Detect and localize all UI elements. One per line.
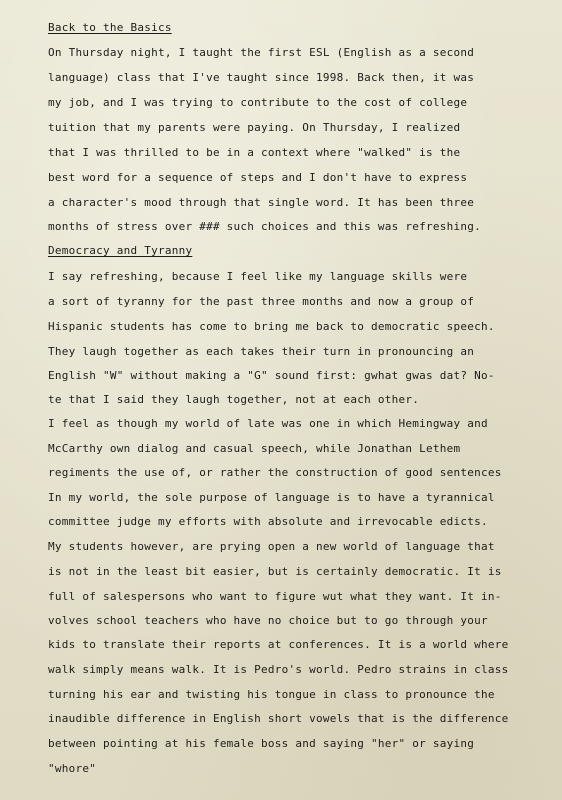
text-line: full of salespersons who want to figure wut what they want. It in-: [48, 590, 502, 603]
text-line: best word for a sequence of steps and I don't have to express: [48, 171, 468, 184]
text-line: te that I said they laugh together, not at each other.: [48, 393, 420, 406]
text-line: I feel as though my world of late was one in which Hemingway and: [48, 417, 488, 430]
text-line: regiments the use of, or rather the construction of good sentences: [48, 466, 502, 479]
text-line: McCarthy own dialog and casual speech, while Jonathan Lethem: [48, 442, 461, 455]
text-line: that I was thrilled to be in a context where "walked" is the: [48, 146, 461, 159]
text-line: my job, and I was trying to contribute to the cost of college: [48, 96, 468, 109]
text-line: "whore": [48, 762, 97, 775]
text-line: My students however, are prying open a new world of language that: [48, 540, 495, 553]
text-line: months of stress over ### such choices and this was refreshing.: [48, 220, 481, 233]
text-line: tuition that my parents were paying. On Thursday, I realized: [48, 121, 461, 134]
text-line: They laugh together as each takes their turn in pronouncing an: [48, 345, 475, 358]
text-line: language) class that I've taught since 1998. Back then, it was: [48, 71, 475, 84]
text-line: a sort of tyranny for the past three months and now a group of: [48, 295, 475, 308]
text-line: walk simply means walk. It is Pedro's world. Pedro strains in class: [48, 663, 509, 676]
text-line: committee judge my efforts with absolute and irrevocable edicts.: [48, 515, 488, 528]
heading-back-to-the-basics: Back to the Basics: [48, 21, 172, 34]
heading-democracy-and-tyranny: Democracy and Tyranny: [48, 244, 193, 257]
text-line: kids to translate their reports at conferences. It is a world where: [48, 638, 509, 651]
text-line: volves school teachers who have no choice but to go through your: [48, 614, 488, 627]
text-line: inaudible difference in English short vowels that is the difference: [48, 712, 509, 725]
text-line: On Thursday night, I taught the first ESL (English as a second: [48, 46, 475, 59]
text-line: Hispanic students has come to bring me back to democratic speech.: [48, 320, 495, 333]
text-line: is not in the least bit easier, but is certainly democratic. It is: [48, 565, 502, 578]
text-line: turning his ear and twisting his tongue in class to pronounce the: [48, 688, 495, 701]
text-line: English "W" without making a "G" sound first: gwhat gwas dat? No-: [48, 369, 495, 382]
text-line: In my world, the sole purpose of language is to have a tyrannical: [48, 491, 495, 504]
text-line: a character's mood through that single word. It has been three: [48, 196, 475, 209]
text-line: I say refreshing, because I feel like my language skills were: [48, 270, 468, 283]
text-line: between pointing at his female boss and saying "her" or saying: [48, 737, 475, 750]
